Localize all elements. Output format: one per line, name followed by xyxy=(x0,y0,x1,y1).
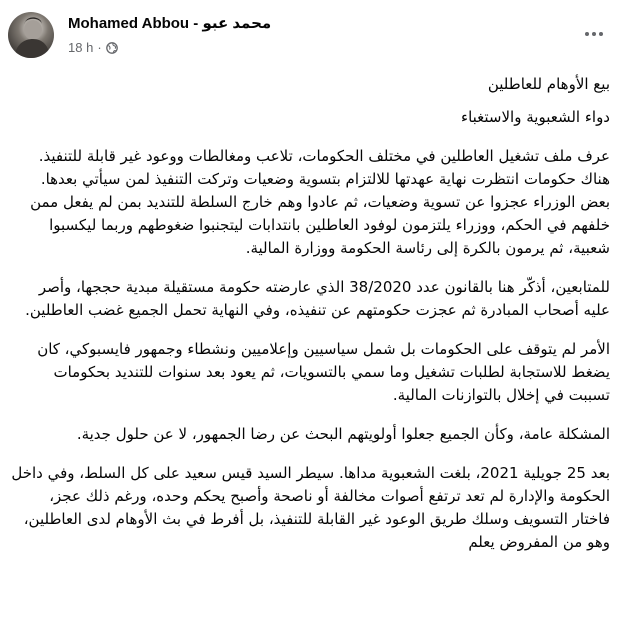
globe-icon[interactable] xyxy=(106,42,118,54)
more-options-icon[interactable] xyxy=(578,22,610,46)
post-meta xyxy=(68,40,118,55)
post-subtitle: دواء الشعبوية والاستغباء xyxy=(461,108,610,126)
post-body xyxy=(10,73,610,570)
post-paragraph: المشكلة عامة، وكأن الجميع جعلوا أولويتهم البحث عن رضا الجمهور، لا عن حلول جدية. xyxy=(76,425,610,443)
post-header xyxy=(0,0,620,70)
profile-photo xyxy=(8,12,54,58)
post-paragraph: للمتابعين، أذكّر هنا بالقانون عدد 38/2020 الذي عارضته حكومة مستقيلة مبدية حججها، وأصر عليه أصحاب المبادرة ثم عجزت حكومتهم عن تنفيذه، وفي النهاية تحمل الجميع غضب العاطلين. xyxy=(25,278,610,319)
post-paragraph: عرف ملف تشغيل العاطلين في مختلف الحكومات، تلاعب ومغالطات ووعود غير قابلة للتنفيذ. هناك حكومات انتظرت نهاية عهدتها للالتزام بتسوية وضعيات وتركت التنفيذ لمن سيأتي بعدها. بعض الوزراء عجزوا عن تسوية وضعيات، ثم عادوا وهم خارج السلطة للتنديد بمن لم يفعل ممن خلفهم في الحكم، ووزراء يلتزمون لوفود العاطلين بانتدابات ليتجنبوا ضغوطهم وربما ليكسبوا شعبية، ثم يرمون بالكرة إلى رئاسة الحكومة ووزارة المالية. xyxy=(30,147,610,257)
post-title: بيع الأوهام للعاطلين xyxy=(487,75,610,93)
post-time[interactable]: 18 h xyxy=(68,40,94,55)
separator-dot: · xyxy=(97,40,102,55)
post-paragraph: بعد 25 جويلية 2021، بلغت الشعبوية مداها. سيطر السيد قيس سعيد على كل السلط، وفي داخل الحكومة والإدارة لم تعد ترتفع أصوات مخالفة أو ناصحة وأصبح يحكم وحده، ورغم ذلك عجز، فاختار التسويف وسلك طريق الوعود غير القابلة للتنفيذ، بل أفرط في بث الأوهام لدى العاطلين، وهو من المفروض يعلم xyxy=(11,464,610,551)
post-paragraph: الأمر لم يتوقف على الحكومات بل شمل سياسيين وإعلاميين ونشطاء وجمهور فايسبوكي، كان يضغط للاستجابة لطلبات تشغيل وما سمي بالتسويات، ثم يعود بعد سنوات للتنديد بحكومات تسببت في إخلال بالتوازنات المالية. xyxy=(37,340,610,404)
author-name[interactable]: Mohamed Abbou - محمد عبو xyxy=(68,15,272,32)
avatar[interactable] xyxy=(8,12,54,58)
